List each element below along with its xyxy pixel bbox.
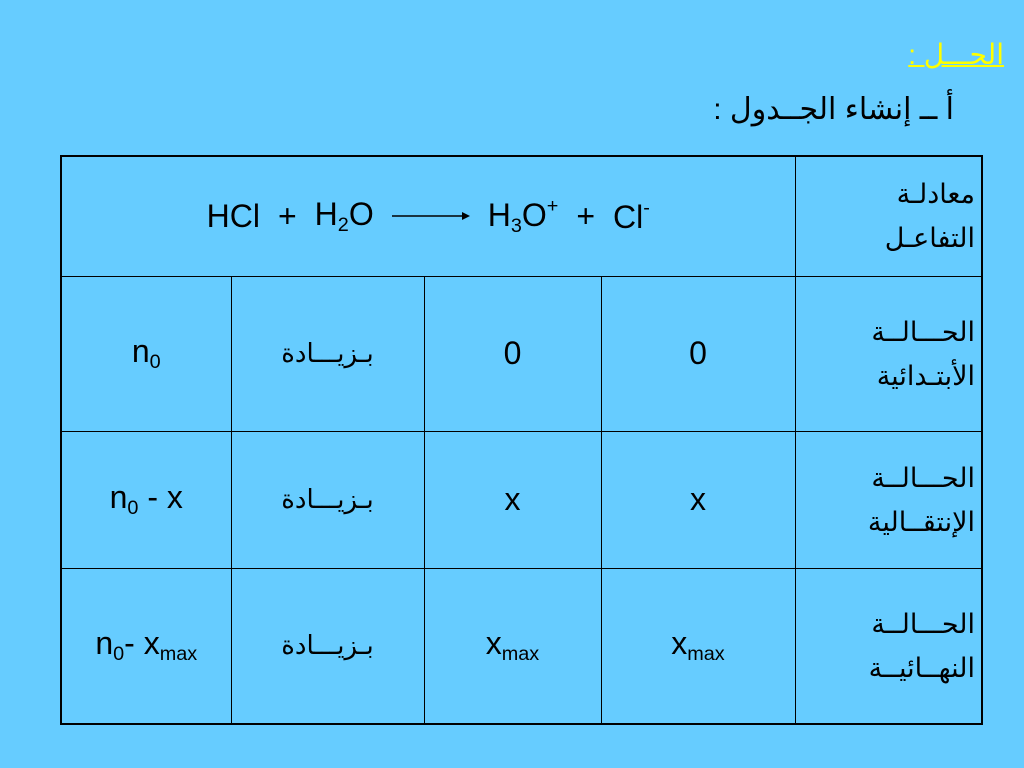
intermediate-cl-cell: x xyxy=(601,431,795,568)
intermediate-state-label: الحـــالــة الإنتقــالية xyxy=(795,431,982,568)
initial-water-cell: بـزيـــادة xyxy=(231,276,424,431)
initial-state-label: الحـــالــة الأبتـدائية xyxy=(795,276,982,431)
final-h3o-cell: $x_{max}$ xyxy=(424,568,601,724)
reactant-water: $H_2O$ xyxy=(314,195,374,236)
reaction-arrow-icon xyxy=(392,208,470,224)
equation-row-label: معادلـة التفاعـل xyxy=(795,156,982,276)
initial-cl-cell: 0 xyxy=(601,276,795,431)
initial-h3o-cell: 0 xyxy=(424,276,601,431)
reaction-equation xyxy=(61,156,795,276)
final-water-cell: بـزيـــادة xyxy=(231,568,424,724)
product-hydronium: $H_3O^+$ xyxy=(487,194,559,237)
equation-row xyxy=(61,156,982,276)
initial-state-row xyxy=(61,276,982,431)
intermediate-hcl-cell: $n_0$ - x xyxy=(61,431,231,568)
final-state-row xyxy=(61,568,982,724)
final-hcl-cell: $n_0-$ $x_{max}$ xyxy=(61,568,231,724)
product-chloride: Cl- xyxy=(613,196,650,235)
intermediate-state-row xyxy=(61,431,982,568)
progress-table xyxy=(60,155,983,725)
final-cl-cell: $x_{max}$ xyxy=(601,568,795,724)
plus-sign: + xyxy=(576,197,596,234)
table-construction-heading: أ ــ إنشاء الجــدول : xyxy=(713,93,954,126)
plus-sign: + xyxy=(277,197,297,234)
initial-hcl-cell: $n_0$ xyxy=(61,276,231,431)
final-state-label: الحـــالــة النهــائيــة xyxy=(795,568,982,724)
intermediate-water-cell: بـزيـــادة xyxy=(231,431,424,568)
intermediate-h3o-cell: x xyxy=(424,431,601,568)
reactant-hcl: HCl xyxy=(206,197,260,234)
solution-heading: الحـــل : xyxy=(908,39,1004,70)
